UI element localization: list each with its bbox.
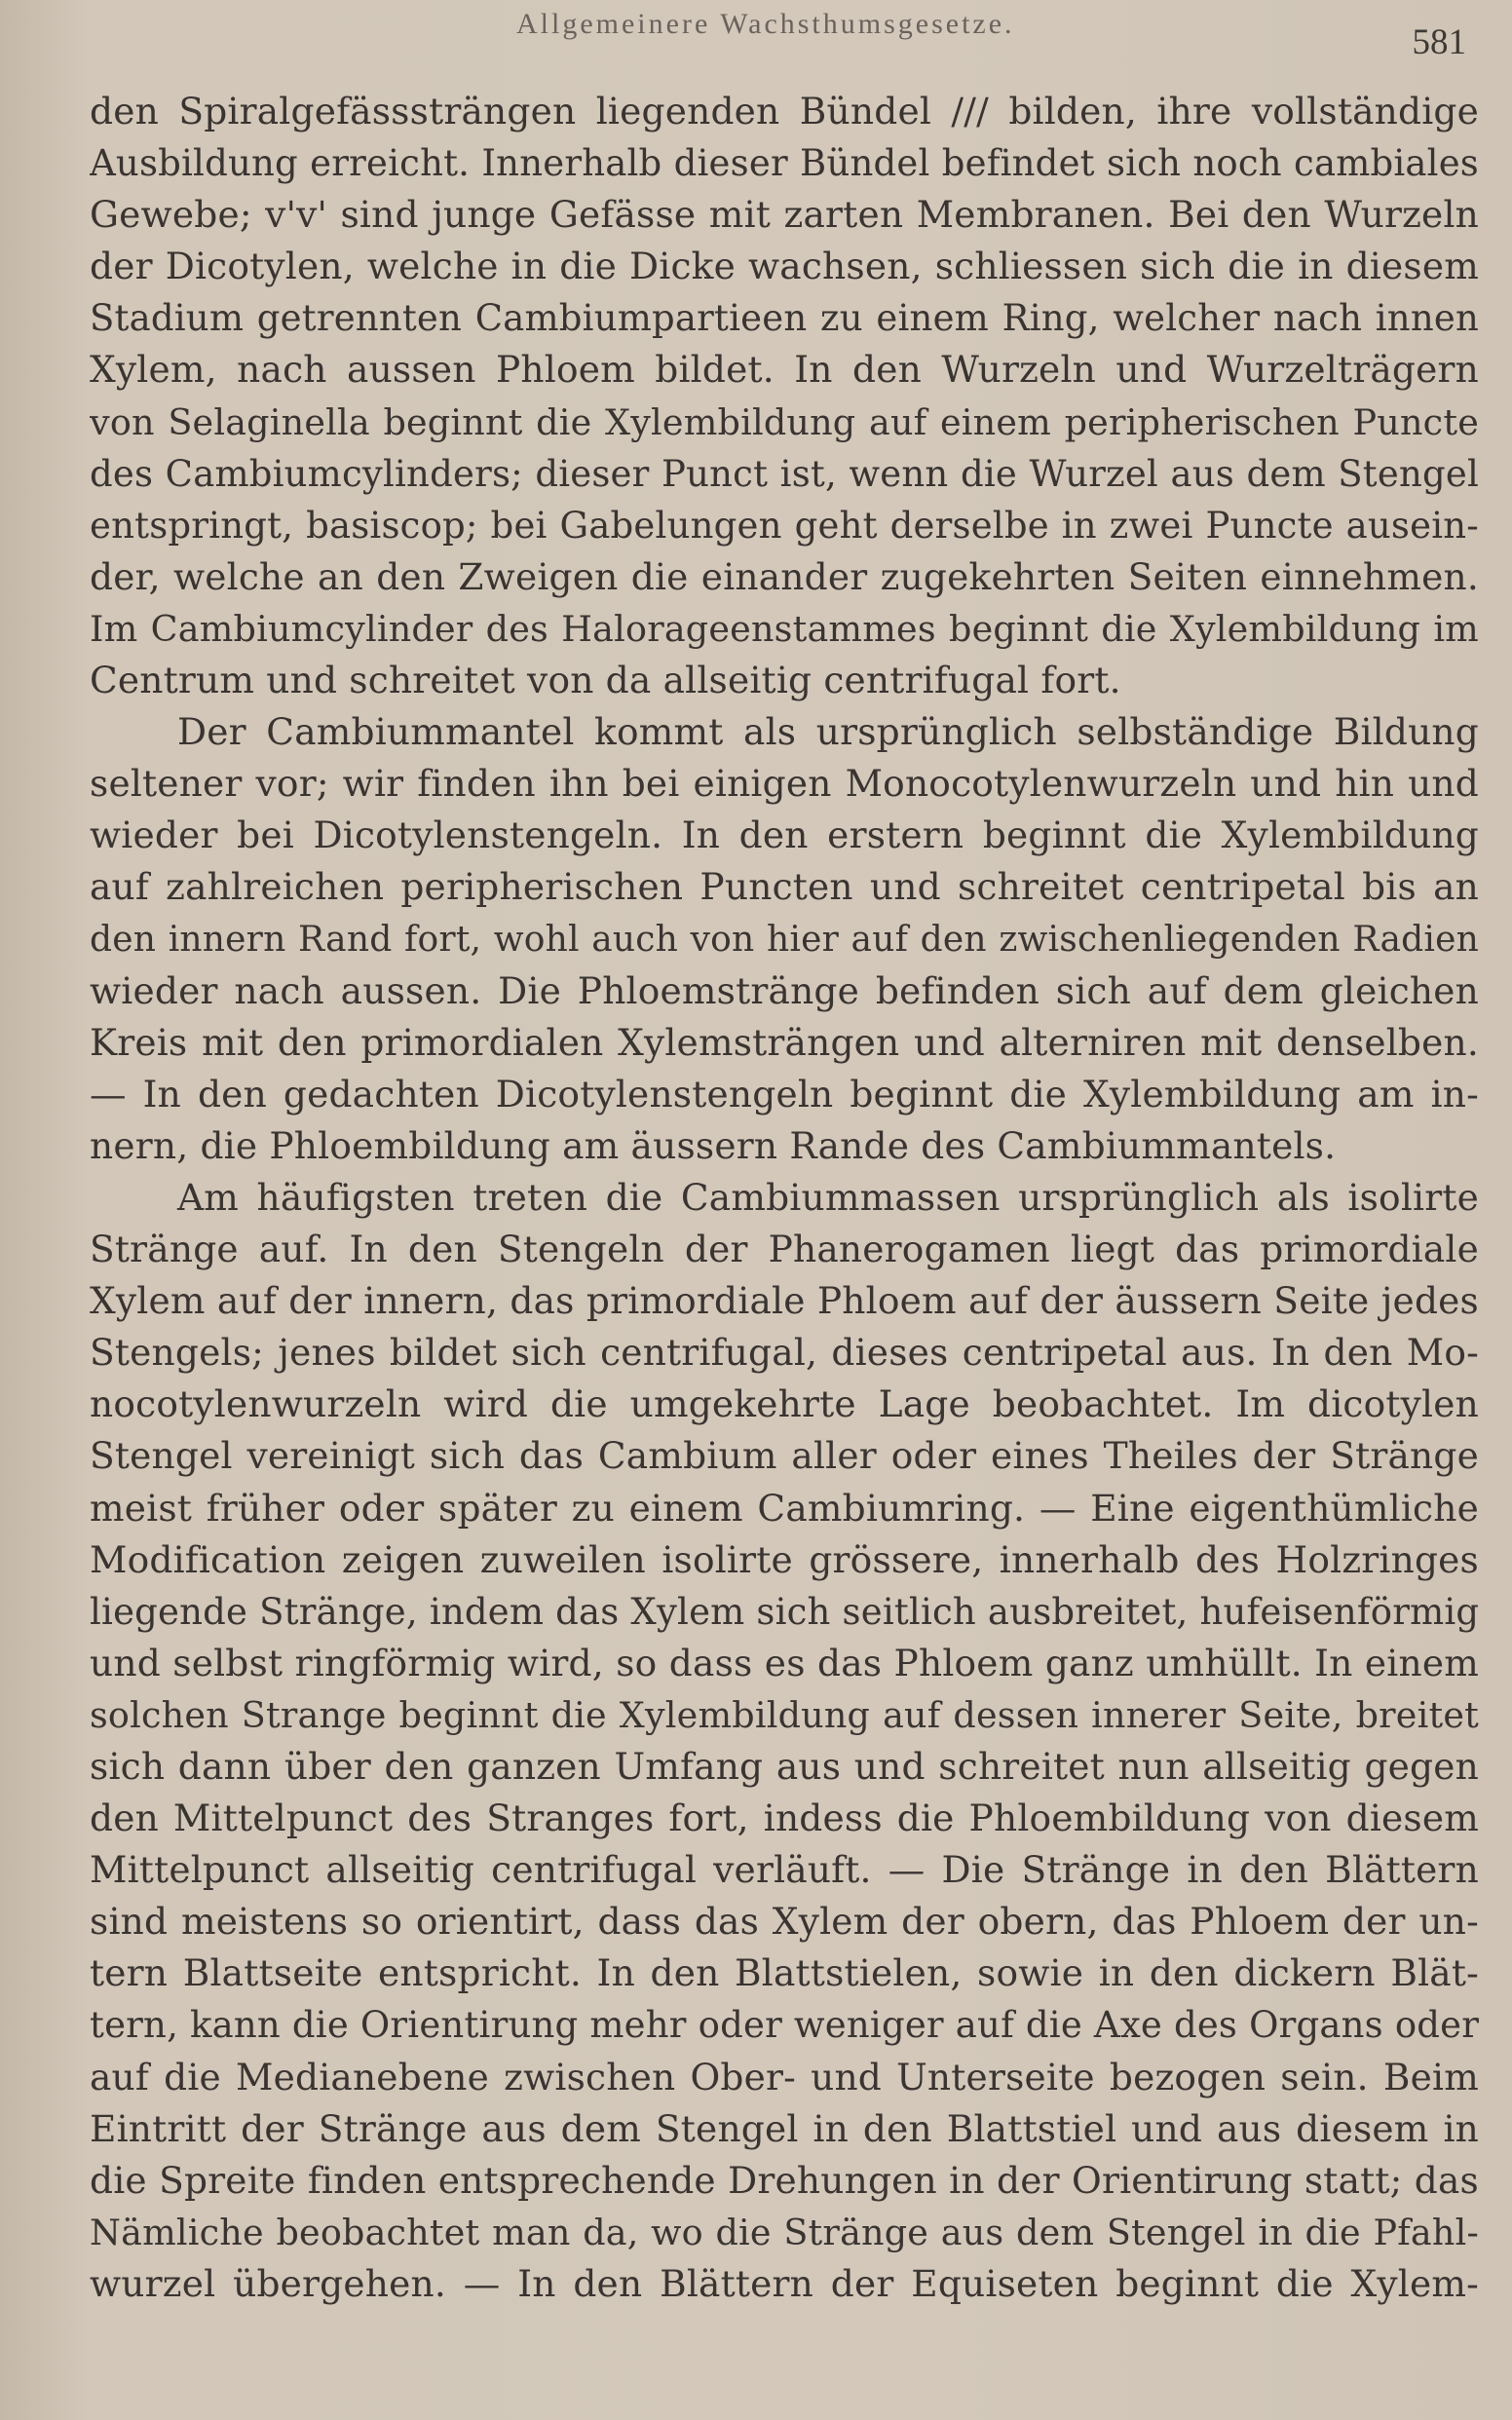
text-line: Im Cambiumcylinder des Halorageenstammes beginnt die Xylembildung im	[90, 607, 1479, 650]
text-line: Stadium getrennten Cambiumpartieen zu einem Ring, welcher nach innen	[90, 297, 1479, 340]
text-line: Ausbildung erreicht. Innerhalb dieser Bündel befindet sich noch cambiales	[90, 142, 1479, 185]
text-line: auf zahlreichen peripherischen Puncten und schreitet centripetal bis an	[90, 865, 1479, 909]
running-title: Allgemeinere Wachsthumsgesetze.	[516, 8, 1015, 40]
text-line: sich dann über den ganzen Umfang aus und schreitet nun allseitig gegen	[90, 1745, 1479, 1788]
text-line: Xylem, nach aussen Phloem bildet. In den Wurzeln und Wurzelträgern	[90, 348, 1479, 392]
text-line: von Selaginella beginnt die Xylembildung auf einem peripherischen Puncte	[90, 400, 1479, 443]
text-line: und selbst ringförmig wird, so dass es das Phloem ganz umhüllt. In einem	[90, 1641, 1479, 1684]
text-line: Modification zeigen zuweilen isolirte grössere, innerhalb des Holzringes	[90, 1537, 1479, 1581]
text-line: Nämliche beobachtet man da, wo die Stränge aus dem Stengel in die Pfahl-	[90, 2211, 1479, 2253]
paragraph-start-line: Am häufigsten treten die Cambiummassen ursprünglich als isolirte	[177, 1175, 1479, 1219]
text-line: solchen Strange beginnt die Xylembildung auf dessen innerer Seite, breitet	[90, 1693, 1479, 1736]
page-header	[0, 8, 1512, 62]
text-line: Stengel vereinigt sich das Cambium aller oder eines Theiles der Stränge	[90, 1434, 1479, 1478]
page-number: 581	[1412, 22, 1466, 62]
text-line: der Dicotylen, welche in die Dicke wachsen, schliessen sich die in diesem	[90, 245, 1479, 288]
text-line: wurzel übergehen. — In den Blättern der Equiseten beginnt die Xylem-	[90, 2261, 1479, 2305]
text-line: Stränge auf. In den Stengeln der Phanerogamen liegt das primordiale	[90, 1228, 1479, 1271]
text-line: Eintritt der Stränge aus dem Stengel in den Blattstiel und aus diesem in	[90, 2106, 1479, 2150]
text-line: den Mittelpunct des Stranges fort, indess die Phloembildung von diesem	[90, 1796, 1479, 1840]
text-line: entspringt, basiscop; bei Gabelungen geht derselbe in zwei Puncte ausein-	[90, 504, 1479, 547]
text-line: Gewebe; v'v' sind junge Gefässe mit zarten Membranen. Bei den Wurzeln	[90, 193, 1479, 237]
text-line: die Spreite finden entsprechende Drehungen in der Orientirung statt; das	[90, 2158, 1479, 2202]
text-line: Centrum und schreitet von da allseitig centrifugal fort.	[90, 659, 1121, 702]
text-line: nocotylenwurzeln wird die umgekehrte Lage beobachtet. Im dicotylen	[90, 1382, 1479, 1426]
text-line: den Spiralgefässsträngen liegenden Bündel /// bilden, ihre vollständige	[90, 90, 1479, 132]
text-line: seltener vor; wir finden ihn bei einigen Monocotylenwurzeln und hin und	[90, 762, 1479, 806]
text-line: liegende Stränge, indem das Xylem sich seitlich ausbreitet, hufeisenförmig	[90, 1590, 1479, 1633]
text-line: nern, die Phloembildung am äussern Rande des Cambiummantels.	[90, 1123, 1337, 1167]
text-line: tern Blattseite entspricht. In den Blattstielen, sowie in den dickern Blät-	[90, 1951, 1479, 1995]
text-line: Mittelpunct allseitig centrifugal verläuft. — Die Stränge in den Blättern	[90, 1848, 1479, 1892]
text-line: meist früher oder später zu einem Cambiumring. — Eine eigenthümliche	[90, 1486, 1479, 1530]
text-line: des Cambiumcylinders; dieser Punct ist, wenn die Wurzel aus dem Stengel	[90, 452, 1479, 495]
text-line: tern, kann die Orientirung mehr oder weniger auf die Axe des Organs oder	[90, 2004, 1479, 2047]
text-line: wieder nach aussen. Die Phloemstränge befinden sich auf dem gleichen	[90, 968, 1479, 1012]
text-line: den innern Rand fort, wohl auch von hier auf den zwischenliegenden Radien	[90, 919, 1479, 960]
text-line: — In den gedachten Dicotylenstengeln beginnt die Xylembildung am in-	[90, 1072, 1479, 1115]
text-line: auf die Medianebene zwischen Ober- und Unterseite bezogen sein. Beim	[90, 2055, 1479, 2099]
text-line: der, welche an den Zweigen die einander zugekehrten Seiten einnehmen.	[90, 554, 1479, 598]
paragraph-start-line: Der Cambiummantel kommt als ursprünglich selbständige Bildung	[177, 710, 1479, 754]
text-line: sind meistens so orientirt, dass das Xylem der obern, das Phloem der un-	[90, 1900, 1479, 1944]
body-text	[90, 86, 1479, 2310]
text-line: Xylem auf der innern, das primordiale Phloem auf der äussern Seite jedes	[90, 1279, 1479, 1323]
text-line: Stengels; jenes bildet sich centrifugal, dieses centripetal aus. In den Mo-	[90, 1331, 1479, 1375]
text-line: wieder bei Dicotylenstengeln. In den erstern beginnt die Xylembildung	[90, 813, 1479, 857]
text-line: Kreis mit den primordialen Xylemsträngen und alterniren mit denselben.	[90, 1020, 1479, 1064]
